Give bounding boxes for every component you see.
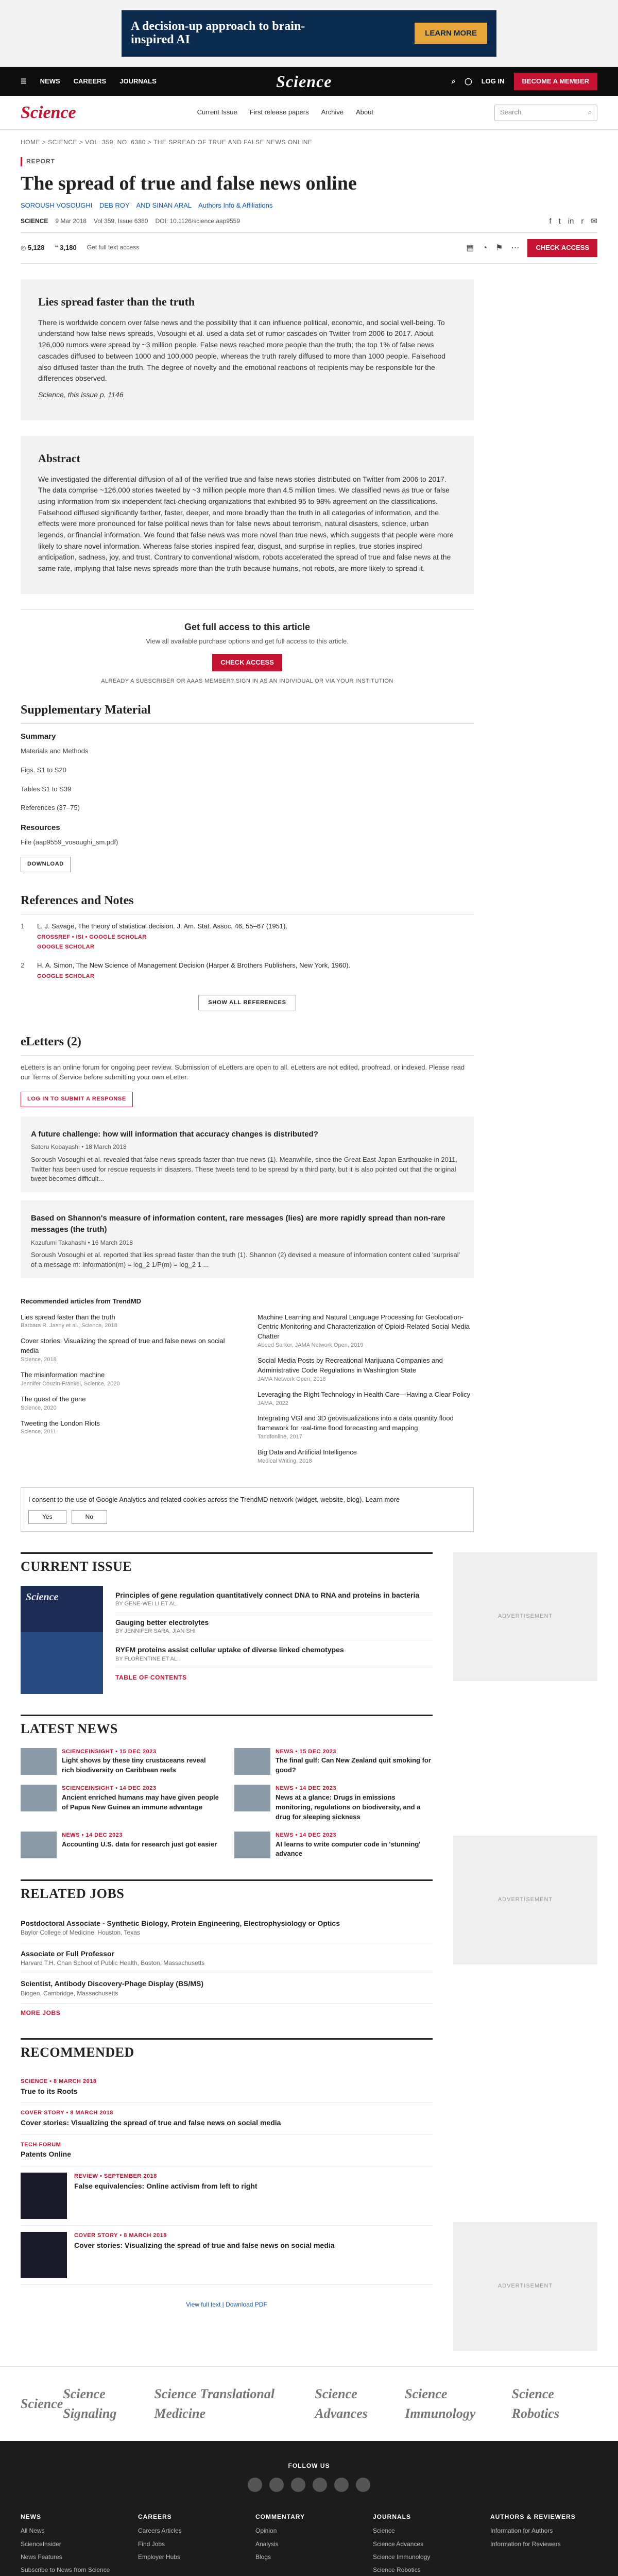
consent-text: I consent to the use of Google Analytics and related cookies across the TrendMD network (widget, website, blog). Learn more <box>28 1495 400 1503</box>
latest-news <box>21 1715 433 1859</box>
reference-item: 1 L. J. Savage, The theory of statistical decision. J. Am. Stat. Assoc. 46, 55–67 (1951). CROSSREF • ISI • GOOGLE SCHOLAR GOOGLE SCHOLAR <box>21 922 474 952</box>
rec-item[interactable]: The misinformation machine Jennifer Couzin-Frankel, Science, 2020 <box>21 1371 120 1387</box>
sidebar-ad[interactable]: ADVERTISEMENT <box>453 1836 597 1964</box>
youtube-icon[interactable] <box>313 2478 327 2492</box>
breadcrumb: HOME > SCIENCE > VOL. 359, NO. 6380 > THE SPREAD OF TRUE AND FALSE NEWS ONLINE <box>21 139 313 146</box>
current-issue <box>21 1552 433 1694</box>
related-jobs <box>21 1879 433 2018</box>
pdf-icon[interactable]: ▤ <box>466 243 474 252</box>
author-link[interactable]: DEB ROY <box>99 201 130 210</box>
journal-logo-translational[interactable]: Science Translational Medicine <box>154 2386 275 2421</box>
reddit-icon[interactable]: r <box>581 217 584 226</box>
journal-logo-immunology[interactable]: Science Immunology <box>405 2386 476 2421</box>
footer-link[interactable]: All News <box>21 2527 45 2535</box>
more-jobs-link[interactable]: MORE JOBS <box>21 2009 61 2016</box>
news-item[interactable]: SCIENCEINSIGHT • 15 DEC 2023 Light shows by these tiny crustaceans reveal rich biodiversity on Caribbean reefs <box>21 1748 219 1776</box>
article-toolbar <box>21 233 597 264</box>
summary-heading: Lies spread faster than the truth <box>38 295 195 308</box>
doi-link[interactable]: DOI: 10.1126/science.aap9559 <box>155 217 241 225</box>
eletter-item: A future challenge: how will information that accuracy changes is distributed? Satoru Kobayashi • 18 March 2018 Soroush Vosoughi et al. revealed that false news spreads faster than true news (1). Meanwhile, since the Great East Japan Earthquake in 2011, Twitter has been used for rescue requests in disasters. These tweets tend to be spread by a third party, but it is also pointed out that the original tweet becomes difficult... <box>21 1116 474 1193</box>
facebook-icon[interactable]: f <box>549 217 552 226</box>
editor-summary <box>21 279 474 420</box>
issue-cover[interactable]: Science <box>21 1586 103 1694</box>
table-of-contents-link[interactable]: TABLE OF CONTENTS <box>115 1673 187 1681</box>
author-info-link[interactable]: Authors Info & Affiliations <box>198 201 273 210</box>
journals-strip <box>0 2366 618 2441</box>
eletter-item: Based on Shannon's measure of information content, rare messages (lies) are more rapidly spread than non-rare messages (the truth) Kazufumi Takahashi • 16 March 2018 Soroush Vosoughi et al. reported that lies spread faster than the truth (1). Shannon (2) devised a measure of information content called 'surprisal' of a message m: Information(m) = log_2 1/P(m) = log_2 1 ... <box>21 1200 474 1278</box>
references-section <box>21 892 474 1033</box>
check-access-button[interactable]: CHECK ACCESS <box>527 239 597 257</box>
abstract-heading: Abstract <box>38 451 80 465</box>
recommended-item[interactable]: TECH FORUM Patents Online <box>21 2135 433 2166</box>
abstract-text: We investigated the differential diffusion of all of the verified true and false news stories distributed on Twitter from 2006 to 2017. The data comprise ~126,000 stories tweeted by ~3 million people more than 4.5 million times. We classified news as true or false using information from six independent fact-checking organizations that exhibited 95 to 98% agreement on the classifications. Falsehood diffused significantly farther, faster, deeper, and more broadly than the truth in all categories of information, and the effects were more pronounced for false political news than for false news about terrorism, natural disasters, science, urban legends, or financial information. We found that false news was more novel than true news, which suggests that people were more likely to share novel information. Whereas false stories inspired fear, disgust, and surprise in replies, true stories inspired anticipation, sadness, joy, and trust. Contrary to conventional wisdom, robots accelerated the spread of true and false news at the same rate, implying that false news spreads more than the truth because humans, not robots, are more likely to spread it. <box>38 474 454 572</box>
author-link[interactable]: SOROUSH VOSOUGHI <box>21 201 93 210</box>
supp-file-link[interactable]: File (aap9559_vosoughi_sm.pdf) <box>21 838 118 846</box>
issue-item[interactable]: RYFM proteins assist cellular uptake of diverse linked chemotypes BY FLORENTINE ET AL. <box>115 1640 433 1668</box>
recommended-item[interactable]: SCIENCE • 8 MARCH 2018 True to its Roots <box>21 2072 433 2103</box>
menu-icon[interactable]: ☰ <box>21 77 27 85</box>
footer-link[interactable]: Science Advances <box>373 2540 424 2548</box>
reference-links[interactable]: CROSSREF • ISI • GOOGLE SCHOLAR <box>37 934 147 940</box>
top-ad <box>0 0 618 67</box>
rec-item[interactable]: The quest of the gene Science, 2020 <box>21 1395 86 1411</box>
facebook-icon[interactable] <box>248 2478 262 2492</box>
summary-text: There is worldwide concern over false news and the possibility that it can influence political, economic, and social well-being. To understand how false news spreads, Vosoughi et al. used a data set of rumor cascades on Twitter from 2006 to 2017. About 126,000 rumors were spread by ~3 million people. False news reached more people than the truth; the top 1% of false news cascades diffused to between 1000 and 100,000 people, whereas the truth rarely diffused to more than 1000 people. Falsehood also diffused faster than the truth. The degree of novelty and the emotional reactions of recipients may be responsible for the differences observed. <box>38 318 446 383</box>
article-title: The spread of true and false news online <box>21 172 357 194</box>
instagram-icon[interactable] <box>291 2478 305 2492</box>
supp-line: Figs. S1 to S20 <box>21 766 66 774</box>
citations-count: ❝ 3,180 <box>55 244 77 252</box>
journal-link-current[interactable]: Current Issue <box>197 108 237 116</box>
ad-banner[interactable] <box>122 10 496 57</box>
rec-item[interactable]: Tweeting the London Riots Science, 2011 <box>21 1419 100 1435</box>
consent-yes-button[interactable]: Yes <box>28 1510 66 1524</box>
trendmd-heading: Recommended articles from TrendMD <box>21 1297 142 1305</box>
supp-line: References (37–75) <box>21 804 80 812</box>
author-link[interactable]: AND SINAN ARAL <box>136 201 192 210</box>
full-text-access[interactable]: Get full text access <box>87 244 140 251</box>
user-icon: ◯ <box>465 77 472 85</box>
journal-search-input[interactable]: Search ⌕ <box>494 105 597 121</box>
supp-line: Tables S1 to S39 <box>21 785 72 793</box>
issue-item[interactable]: Principles of gene regulation quantitatively connect DNA to RNA and proteins in bacteria BY GENE-WEI LI ET AL. <box>115 1586 433 1613</box>
linkedin-icon[interactable]: in <box>568 217 574 226</box>
reference-scholar-link[interactable]: GOOGLE SCHOLAR <box>37 944 95 951</box>
show-all-references-button[interactable]: SHOW ALL REFERENCES <box>198 995 296 1010</box>
eletter-title[interactable]: A future challenge: how will information that accuracy changes is distributed? <box>31 1129 318 1139</box>
rec-item[interactable]: Leveraging the Right Technology in Health Care—Having a Clear Policy JAMA, 2022 <box>258 1390 471 1406</box>
journal-logo-advances[interactable]: Science Advances <box>315 2386 368 2421</box>
supp-line: Materials and Methods <box>21 747 89 755</box>
bell-icon[interactable]: ◔ <box>482 243 488 252</box>
journal-link-about[interactable]: About <box>355 108 373 116</box>
eletters-intro: eLetters is an online forum for ongoing peer review. Submission of eLetters are open to all. eLetters are not edited, proofread, or indexed. Please read our Terms of Service before submitting your own eLetter. <box>21 1063 465 1081</box>
bookmark-icon[interactable]: ⚑ <box>495 243 503 252</box>
follow-us-label: FOLLOW US <box>288 2462 330 2469</box>
trendmd-consent <box>21 1487 474 1532</box>
search-icon: ⌕ <box>588 108 592 116</box>
linkedin-icon[interactable] <box>334 2478 349 2492</box>
footer-link[interactable]: Subscribe to News from Science <box>21 2566 110 2574</box>
sidebar <box>453 1552 597 2366</box>
global-nav <box>0 67 618 96</box>
journal-link-first-release[interactable]: First release papers <box>249 108 309 116</box>
related-jobs-heading: RELATED JOBS <box>21 1879 433 1904</box>
issue-link[interactable]: Vol 359, Issue 6380 <box>94 217 148 225</box>
access-subtext: View all available purchase options and get full access to this article. <box>146 637 349 645</box>
footer-link[interactable]: ScienceInsider <box>21 2540 61 2548</box>
email-icon[interactable]: ✉ <box>591 217 597 226</box>
nav-news[interactable]: NEWS <box>40 77 60 85</box>
issue-item[interactable]: Gauging better electrolytes BY JENNIFER SARA, JIAN SHI <box>115 1613 433 1640</box>
news-item[interactable]: SCIENCEINSIGHT • 14 DEC 2023 Ancient enriched humans may have given people of Papua New Guinea an immune advantage <box>21 1785 219 1822</box>
eletters-section <box>21 1033 474 1297</box>
twitter-icon[interactable]: t <box>558 217 561 226</box>
journal-logo[interactable]: Science <box>21 103 76 122</box>
access-box <box>21 609 474 702</box>
refs-heading: References and Notes <box>21 892 474 914</box>
article-meta <box>21 216 597 233</box>
footer-link[interactable]: Information for Authors <box>490 2527 553 2535</box>
download-button[interactable]: DOWNLOAD <box>21 857 71 872</box>
footer-columns: NEWS All News ScienceInsider News Features Subscribe to News from Science CAREERS Careers Articles Find Jobs Employer Hubs COMMENTARY Opinion Analysis Blogs JOURNALS Science Science Advances Science Immunology Science Robotics AUTHORS & REVIEWERS Information for Authors Information for Reviewers <box>21 2513 597 2576</box>
recommended-heading: RECOMMENDED <box>21 2038 433 2062</box>
latest-news-heading: LATEST NEWS <box>21 1715 433 1739</box>
metrics-count: ◎ 5,128 <box>21 244 45 252</box>
check-access-button[interactable]: CHECK ACCESS <box>212 654 282 672</box>
footer-link[interactable]: News Features <box>21 2553 62 2561</box>
job-item[interactable]: Associate or Full Professor Harvard T.H. Chan School of Public Health, Boston, Massachusetts <box>21 1943 433 1974</box>
rec-item[interactable]: Lies spread faster than the truth Barbara R. Jasny et al., Science, 2018 <box>21 1313 117 1329</box>
access-heading: Get full access to this article <box>184 621 311 632</box>
news-item[interactable]: NEWS • 14 DEC 2023 Accounting U.S. data for research just got easier <box>21 1832 219 1859</box>
eletter-title[interactable]: Based on Shannon's measure of information content, rare messages (lies) are more rapidly spread than non-rare messages (the truth) <box>31 1214 445 1234</box>
current-issue-heading: CURRENT ISSUE <box>21 1552 433 1577</box>
journal-name: SCIENCE <box>21 217 48 225</box>
footer-link[interactable]: Analysis <box>255 2540 279 2548</box>
nav-careers[interactable]: CAREERS <box>73 77 107 85</box>
job-item[interactable]: Postdoctoral Associate - Synthetic Biology, Protein Engineering, Electrophysiology or Optics Baylor College of Medicine, Houston, Texas <box>21 1913 433 1943</box>
view-full-text-link[interactable]: View full text | Download PDF <box>186 2300 267 2308</box>
sign-in-note[interactable]: ALREADY A SUBSCRIBER OR AAAS MEMBER? SIGN IN AS AN INDIVIDUAL OR VIA YOUR INSTITUTION <box>101 678 393 685</box>
resources-heading: Resources <box>21 823 60 833</box>
summary-cite[interactable]: Science, this issue p. 1146 <box>38 390 124 399</box>
footer-link[interactable]: Information for Reviewers <box>490 2540 561 2548</box>
recommended-section <box>21 2038 433 2309</box>
twitter-icon[interactable] <box>269 2478 284 2492</box>
journal-link-archive[interactable]: Archive <box>321 108 344 116</box>
share-icon[interactable]: ⋯ <box>511 243 520 252</box>
rec-item[interactable]: Integrating VGI and 3D geovisualizations into a data quantity flood framework for real-time flood forecasting and mapping Tandfonline, 2017 <box>258 1414 454 1440</box>
search-icon[interactable]: ⌕ <box>451 77 456 85</box>
footer-link[interactable]: Employer Hubs <box>138 2553 181 2561</box>
job-item[interactable]: Scientist, Antibody Discovery-Phage Display (BS/MS) Biogen, Cambridge, Massachusetts <box>21 1973 433 2004</box>
footer <box>0 2441 618 2576</box>
eletters-heading: eLetters (2) <box>21 1033 474 1056</box>
rec-item[interactable]: Social Media Posts by Recreational Marijuana Companies and Administrative Code Regulations in Washington State JAMA Network Open, 2018 <box>258 1357 443 1382</box>
login-link[interactable]: LOG IN <box>481 77 505 85</box>
journal-logo-science[interactable]: Science <box>21 2396 63 2411</box>
journal-bar <box>0 96 618 130</box>
consent-no-button[interactable]: No <box>72 1510 107 1524</box>
supp-summary: Summary <box>21 732 56 741</box>
recommended-item[interactable]: COVER STORY • 8 MARCH 2018 Cover stories: Visualizing the spread of true and false news on social media <box>21 2103 433 2134</box>
footer-link[interactable]: Find Jobs <box>138 2540 165 2548</box>
footer-link[interactable]: Science Immunology <box>373 2553 431 2561</box>
article-type: REPORT <box>21 157 597 166</box>
author-list <box>21 201 597 211</box>
footer-link[interactable]: Science Robotics <box>373 2566 421 2574</box>
site-logo[interactable]: Science <box>276 72 332 91</box>
supplementary-section <box>21 701 474 891</box>
journal-logo-signaling[interactable]: Science Signaling <box>63 2386 117 2421</box>
footer-link[interactable]: Science <box>373 2527 395 2535</box>
rss-icon[interactable] <box>356 2478 370 2492</box>
footer-link[interactable]: Blogs <box>255 2553 271 2561</box>
rec-item[interactable]: Big Data and Artificial Intelligence Medical Writing, 2018 <box>258 1448 357 1464</box>
supp-heading: Supplementary Material <box>21 701 474 724</box>
rec-item[interactable]: Machine Learning and Natural Language Processing for Geolocation-Centric Monitoring and Characterization of Opioid-Related Social Media Chatter Abeed Sarker, JAMA Network Open, 2019 <box>258 1313 470 1349</box>
rec-item[interactable]: Cover stories: Visualizing the spread of true and false news on social media Science, 2018 <box>21 1337 225 1363</box>
reference-links[interactable]: GOOGLE SCHOLAR <box>37 973 95 980</box>
recommended-item[interactable]: REVIEW • SEPTEMBER 2018 False equivalencies: Online activism from left to right <box>21 2166 433 2226</box>
become-member-button[interactable]: BECOME A MEMBER <box>514 73 597 91</box>
trendmd-recommended <box>21 1297 474 1472</box>
ad-button[interactable]: LEARN MORE <box>415 23 487 44</box>
pub-date: 9 Mar 2018 <box>55 217 87 225</box>
footer-link[interactable]: Opinion <box>255 2527 277 2535</box>
reference-item: 2 H. A. Simon, The New Science of Management Decision (Harper & Brothers Publishers, New York, 1960). GOOGLE SCHOLAR <box>21 961 474 981</box>
news-item[interactable]: NEWS • 15 DEC 2023 The final gulf: Can New Zealand quit smoking for good? <box>234 1748 433 1776</box>
footer-link[interactable]: Careers Articles <box>138 2527 182 2535</box>
sidebar-ad[interactable]: ADVERTISEMENT <box>453 1552 597 1681</box>
ad-headline: A decision-up approach to brain-inspired AI <box>131 20 305 46</box>
abstract <box>21 436 474 594</box>
journal-logo-robotics[interactable]: Science Robotics <box>511 2386 560 2421</box>
news-item[interactable]: NEWS • 14 DEC 2023 AI learns to write computer code in 'stunning' advance <box>234 1832 433 1859</box>
sidebar-ad[interactable]: ADVERTISEMENT <box>453 2222 597 2351</box>
recommended-item[interactable]: COVER STORY • 8 MARCH 2018 Cover stories: Visualizing the spread of true and false news on social media <box>21 2226 433 2285</box>
submit-response-button[interactable]: LOG IN TO SUBMIT A RESPONSE <box>21 1092 133 1107</box>
nav-journals[interactable]: JOURNALS <box>119 77 157 85</box>
news-item[interactable]: NEWS • 14 DEC 2023 News at a glance: Drugs in emissions monitoring, regulations on biodiversity, and a drug for sleeping sickness <box>234 1785 433 1822</box>
